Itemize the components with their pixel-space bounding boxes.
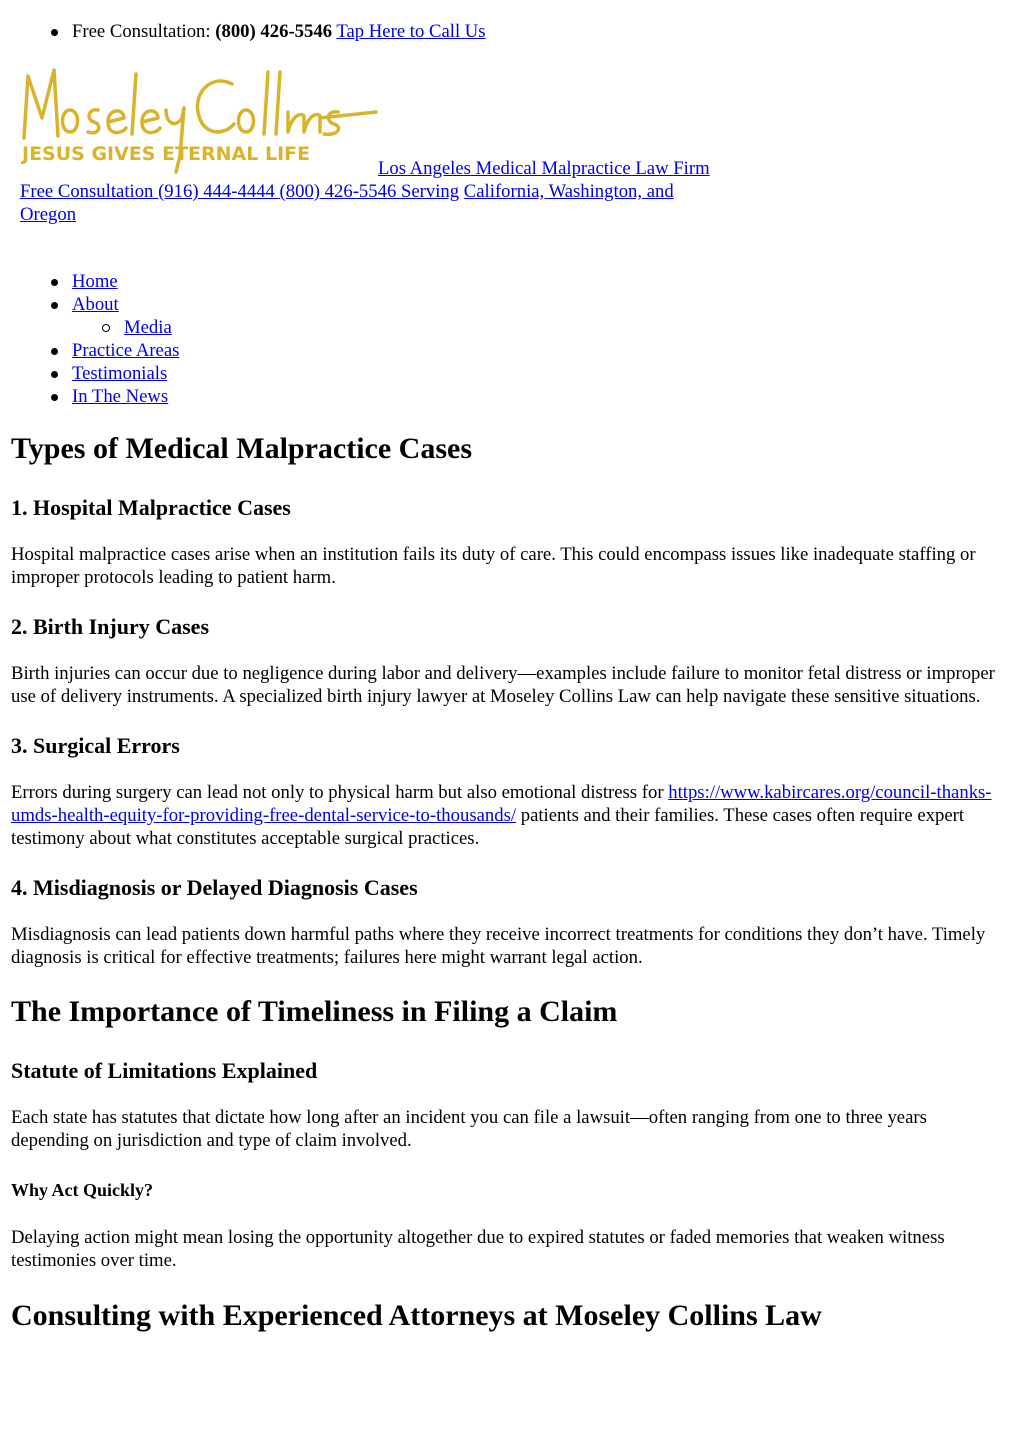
paragraph-why-act-quickly: Delaying action might mean losing the opportunity altogether due to expired statutes or faded memories that weaken witness testimonies over time.	[11, 1227, 945, 1271]
service-states-link[interactable]: California, Washington, and Oregon	[20, 181, 674, 225]
nav-item-testimonials	[0, 362, 400, 385]
main-nav	[0, 270, 400, 408]
heading-surgical-errors: 3. Surgical Errors	[11, 733, 180, 758]
top-phone-number: (800) 426-5546	[215, 21, 333, 42]
heading-types-of-cases: Types of Medical Malpractice Cases	[11, 432, 473, 465]
kabircares-link[interactable]: https://www.kabircares.org/council-thanks-umds-health-equity-for-providing-free-dental-service-to-thousands/	[11, 782, 992, 826]
header-contact-link[interactable]	[20, 181, 459, 202]
nav-item-practice-areas	[0, 339, 400, 362]
heading-why-act-quickly: Why Act Quickly?	[11, 1180, 154, 1200]
free-consultation-label: Free Consultation:	[72, 21, 211, 42]
nav-link-media[interactable]: Media	[124, 317, 172, 338]
logo-link[interactable]	[20, 60, 378, 180]
nav-link-about[interactable]: About	[72, 294, 119, 315]
heading-birth-injury: 2. Birth Injury Cases	[11, 614, 210, 639]
nav-link-testimonials[interactable]: Testimonials	[72, 363, 168, 384]
paragraph-birth-injury: Birth injuries can occur due to negligence during labor and delivery—examples include failure to monitor fetal distress or improper use of delivery instruments. A specialized birth injury lawyer at Moseley Collins Law can help navigate these sensitive situations.	[11, 663, 995, 707]
header-serving: Serving	[400, 181, 460, 202]
bullet-icon	[51, 29, 58, 36]
article-content	[11, 430, 1001, 1335]
nav-item-in-the-news	[0, 385, 400, 408]
nav-item-media	[0, 316, 400, 339]
site-title-link[interactable]: Los Angeles Medical Malpractice Law Firm	[378, 158, 710, 179]
nav-link-practice-areas[interactable]: Practice Areas	[72, 340, 180, 361]
site-header	[20, 60, 720, 226]
tap-to-call-link[interactable]: Tap Here to Call Us	[336, 21, 486, 42]
sub-bullet-icon	[102, 324, 110, 332]
nav-item-about	[0, 293, 400, 316]
heading-consulting-attorneys: Consulting with Experienced Attorneys at Moseley Collins Law	[11, 1299, 822, 1332]
bullet-icon	[51, 394, 58, 401]
nav-item-home	[0, 270, 400, 293]
surgical-text-after: patients and their families. These cases often require expert testimony about what constitutes acceptable surgical practices.	[11, 805, 965, 849]
surgical-text-before: Errors during surgery can lead not only to physical harm but also emotional distress for	[11, 782, 669, 803]
paragraph-hospital-malpractice: Hospital malpractice cases arise when an institution fails its duty of care. This could encompass issues like inadequate staffing or improper protocols leading to patient harm.	[11, 544, 976, 588]
paragraph-misdiagnosis: Misdiagnosis can lead patients down harmful paths where they receive incorrect treatments for conditions they don’t have. Timely diagnosis is critical for effective treatments; failures here might warrant legal action.	[11, 924, 986, 968]
moseley-collins-logo-icon	[20, 60, 378, 180]
nav-link-home[interactable]: Home	[72, 271, 118, 292]
heading-hospital-malpractice: 1. Hospital Malpractice Cases	[11, 495, 291, 520]
logo-tagline: JESUS GIVES ETERNAL LIFE	[22, 143, 311, 165]
top-contact-bar	[0, 20, 1024, 43]
bullet-icon	[51, 371, 58, 378]
paragraph-surgical-errors	[11, 781, 1001, 850]
header-free-consultation: Free Consultation	[20, 181, 154, 202]
heading-timeliness: The Importance of Timeliness in Filing a Claim	[11, 995, 618, 1028]
bullet-icon	[51, 302, 58, 309]
header-phone-2: (800) 426-5546	[279, 181, 397, 202]
bullet-icon	[51, 348, 58, 355]
heading-statute-of-limitations: Statute of Limitations Explained	[11, 1058, 318, 1083]
header-phone-1: (916) 444-4444	[158, 181, 275, 202]
nav-link-in-the-news[interactable]: In The News	[72, 386, 169, 407]
top-contact-item	[0, 20, 1024, 43]
paragraph-statute-of-limitations: Each state has statutes that dictate how long after an incident you can file a lawsuit—often ranging from one to three years depending on jurisdiction and type of claim involved.	[11, 1107, 927, 1151]
heading-misdiagnosis: 4. Misdiagnosis or Delayed Diagnosis Cases	[11, 875, 418, 900]
bullet-icon	[51, 279, 58, 286]
